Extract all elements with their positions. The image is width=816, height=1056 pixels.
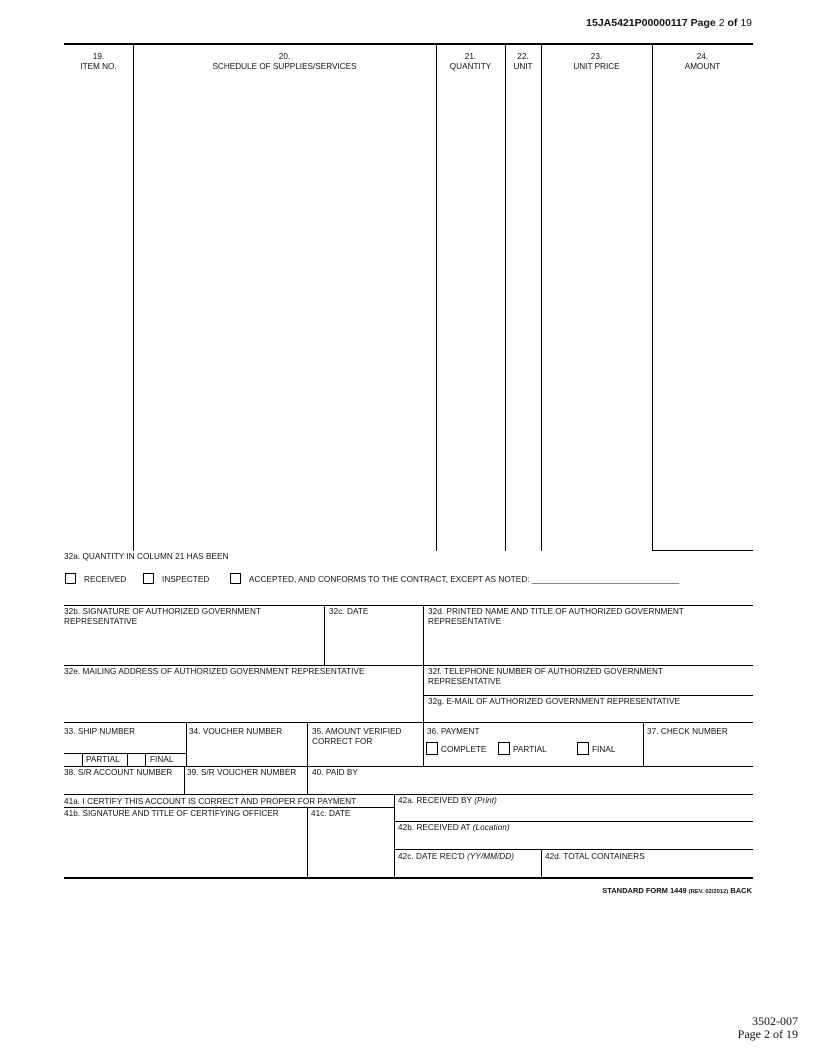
block-35-label: 35. AMOUNT VERIFIED CORRECT FOR — [312, 727, 402, 746]
page-footer — [738, 1015, 798, 1041]
final-checkbox-36[interactable] — [577, 742, 589, 755]
col-label: SCHEDULE OF SUPPLIES/SERVICES — [212, 62, 357, 71]
block-42d-label: 42d. TOTAL CONTAINERS — [545, 852, 645, 861]
rule-32g — [423, 695, 753, 696]
divider — [186, 722, 187, 766]
col-label: QUANTITY — [449, 62, 492, 71]
col-schedule — [133, 52, 436, 72]
rule-41b — [64, 807, 394, 808]
of-word: of — [727, 17, 738, 29]
accepted-label: ACCEPTED, AND CONFORMS TO THE CONTRACT, EXCEPT AS NOTED: ________________________________ — [249, 575, 680, 584]
rule-42b — [394, 821, 753, 822]
partial-label-36: PARTIAL — [513, 745, 547, 754]
col-unit — [505, 52, 541, 72]
divider — [127, 753, 128, 766]
document-code: 3502-007 — [752, 1014, 798, 1028]
page-word: Page — [690, 17, 716, 29]
page-count: Page 2 of 19 — [737, 1027, 798, 1041]
divider — [643, 722, 644, 766]
col-divider — [541, 44, 542, 551]
block-41a-label: 41a. I CERTIFY THIS ACCOUNT IS CORRECT AND PROPER FOR PAYMENT — [64, 797, 357, 806]
block-32e-label: 32e. MAILING ADDRESS OF AUTHORIZED GOVERNMENT REPRESENTATIVE — [64, 667, 365, 676]
col-number: 22. — [517, 52, 529, 61]
date-field-32c[interactable] — [325, 620, 422, 664]
form-side: BACK — [730, 886, 752, 895]
divider — [394, 794, 395, 877]
block-42b-label — [398, 823, 510, 833]
received-checkbox[interactable] — [65, 573, 76, 584]
solicitation-number: 15JA5421P00000117 — [586, 17, 688, 29]
block-32b-label: 32b. SIGNATURE OF AUTHORIZED GOVERNMENT REPRESENTATIVE — [64, 607, 261, 626]
divider — [82, 753, 83, 766]
col-unit-price — [541, 52, 652, 72]
block-40-label: 40. PAID BY — [312, 768, 358, 777]
form-revision: (REV. 02/2012) — [688, 889, 729, 895]
col-quantity — [436, 52, 505, 72]
divider — [541, 849, 542, 877]
form-name: STANDARD FORM 1449 — [602, 886, 687, 895]
col-number: 24. — [696, 52, 709, 61]
rule-33 — [64, 722, 753, 723]
block-39-label: 39. S/R VOUCHER NUMBER — [187, 768, 297, 777]
col-divider — [133, 44, 134, 551]
block-32a-title: 32a. QUANTITY IN COLUMN 21 HAS BEEN — [64, 552, 229, 561]
col-number: 20. — [278, 52, 291, 61]
col-label: AMOUNT — [684, 62, 721, 71]
block-32c-label: 32c. DATE — [329, 607, 369, 616]
col-label: UNIT — [513, 62, 533, 71]
partial-checkbox-36[interactable] — [498, 742, 510, 755]
complete-checkbox[interactable] — [426, 742, 438, 755]
block-32f-label: 32f. TELEPHONE NUMBER OF AUTHORIZED GOVERNMENT REPRESENTATIVE — [428, 667, 663, 686]
label-text: 42a. RECEIVED BY — [398, 796, 472, 805]
col-divider — [436, 44, 437, 551]
inspected-label: INSPECTED — [162, 575, 210, 584]
bottom-rule — [64, 877, 753, 879]
block-42c-label — [398, 852, 514, 862]
amount-total-rule — [652, 550, 753, 551]
hint-text: (YY/MM/DD) — [467, 852, 514, 861]
label-text: 42c. DATE REC'D — [398, 852, 465, 861]
final-label-33: FINAL — [150, 755, 174, 764]
rule-42c — [394, 849, 753, 850]
col-number: 23. — [590, 52, 603, 61]
block-34-label: 34. VOUCHER NUMBER — [189, 727, 283, 736]
block-41b-label: 41b. SIGNATURE AND TITLE OF CERTIFYING OFFICER — [64, 809, 279, 818]
page-number: 2 — [718, 17, 725, 29]
divider — [307, 766, 308, 794]
block-32d-label: 32d. PRINTED NAME AND TITLE OF AUTHORIZED GOVERNMENT REPRESENTATIVE — [428, 607, 684, 626]
col-divider — [505, 44, 506, 551]
divider — [307, 722, 308, 766]
col-number: 19. — [92, 52, 105, 61]
col-label: UNIT PRICE — [573, 62, 620, 71]
col-number: 21. — [464, 52, 477, 61]
rule-32e — [64, 665, 753, 666]
divider — [184, 766, 185, 794]
rule-38 — [64, 766, 753, 767]
block-32g-label: 32g. E-MAIL OF AUTHORIZED GOVERNMENT REPRESENTATIVE — [428, 697, 681, 706]
mailing-address-field[interactable] — [64, 680, 422, 720]
block-37-label: 37. CHECK NUMBER — [647, 727, 728, 736]
divider — [145, 753, 146, 766]
col-item-no — [64, 52, 133, 72]
hint-text: (Location) — [472, 823, 510, 832]
block-42a-label — [398, 796, 497, 806]
total-pages: 19 — [740, 17, 752, 29]
block-41c-label: 41c. DATE — [311, 809, 351, 818]
page-header — [586, 17, 752, 29]
received-label: RECEIVED — [84, 575, 127, 584]
name-field-32d[interactable] — [424, 630, 752, 664]
rule-32b — [64, 605, 753, 606]
inspected-checkbox[interactable] — [143, 573, 154, 584]
col-divider — [652, 44, 653, 551]
accepted-checkbox[interactable] — [230, 573, 241, 584]
block-36-label: 36. PAYMENT — [427, 727, 480, 736]
form-footer — [602, 886, 752, 895]
complete-label: COMPLETE — [441, 745, 487, 754]
signature-field-32b[interactable] — [64, 620, 323, 664]
divider — [423, 722, 424, 766]
block-38-label: 38. S/R ACCOUNT NUMBER — [64, 768, 173, 777]
col-label: ITEM NO. — [80, 62, 117, 71]
partial-label-33: PARTIAL — [86, 755, 120, 764]
email-field[interactable] — [424, 709, 752, 721]
divider — [307, 807, 308, 877]
final-label-36: FINAL — [592, 745, 616, 754]
top-rule — [64, 43, 753, 45]
col-amount — [652, 52, 753, 72]
block-33-label: 33. SHIP NUMBER — [64, 727, 136, 736]
hint-text: (Print) — [474, 796, 497, 805]
rule-41 — [64, 794, 753, 795]
label-text: 42b. RECEIVED AT — [398, 823, 471, 832]
